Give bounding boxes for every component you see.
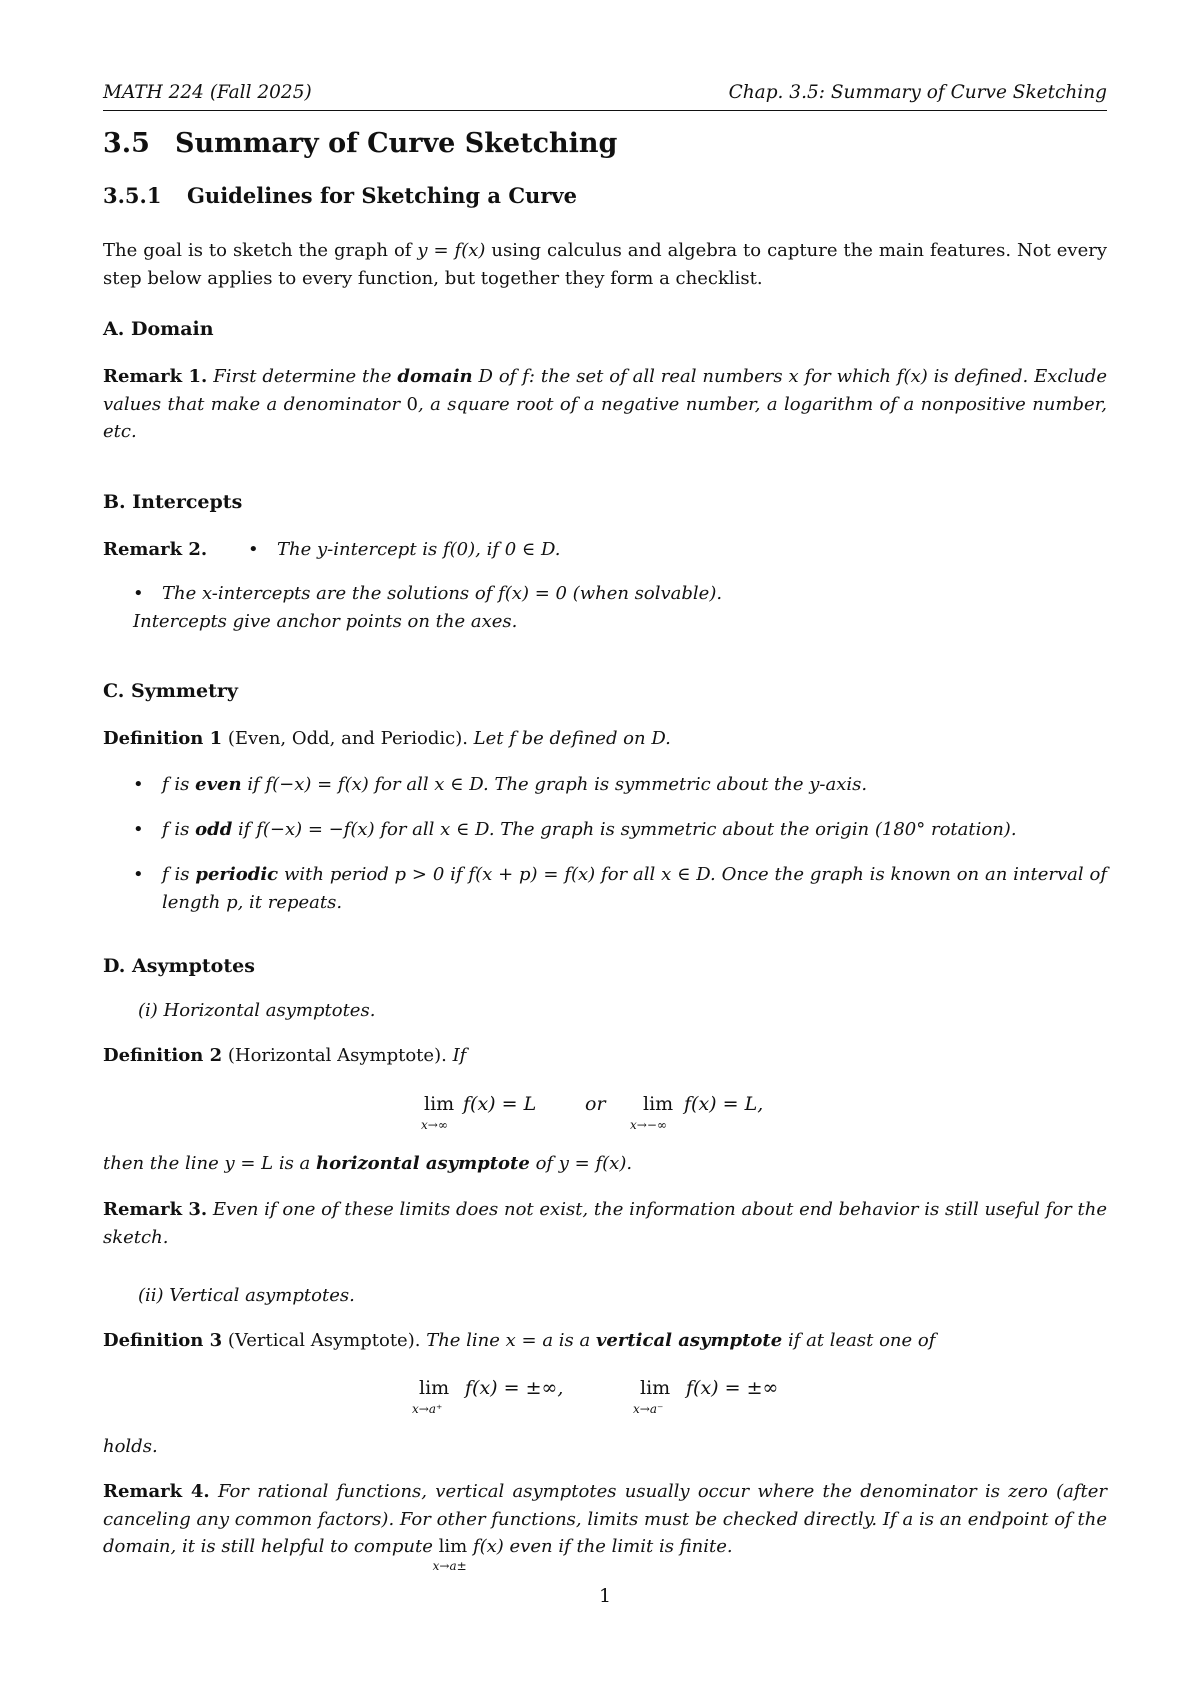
remark-2-bullet-2: The x-intercepts are the solutions of f(x) = 0 (when solvable). xyxy=(162,583,723,604)
remark-3 xyxy=(103,1196,1107,1251)
lim-subscript: x→−∞ xyxy=(630,1118,667,1132)
vertical-asymptotes-label: (ii) Vertical asymptotes. xyxy=(138,1285,355,1306)
remark-2 xyxy=(103,536,1107,564)
remark-1-text-3: , a square root of a negative number, a logarithm of a nonpositive number, etc. xyxy=(103,393,1107,442)
heading-domain: A. Domain xyxy=(103,318,214,340)
running-header xyxy=(103,82,1107,111)
lim-expression: f(x) = L, xyxy=(684,1093,764,1115)
lim-subscript: x→a± xyxy=(432,1559,467,1573)
holds-text: holds. xyxy=(103,1436,158,1457)
header-course: MATH 224 (Fall 2025) xyxy=(103,82,312,103)
remark-2-bullet-1: The y-intercept is f(0), if 0 ∈ D. xyxy=(277,539,561,560)
list-item-periodic xyxy=(133,861,1107,916)
subsection-number: 3.5.1 xyxy=(103,183,162,208)
heading-symmetry: C. Symmetry xyxy=(103,680,238,702)
definition-2-title: (Horizontal Asymptote). xyxy=(227,1045,447,1066)
lim-expression: f(x) = ±∞, xyxy=(465,1377,564,1399)
remark-4 xyxy=(103,1478,1107,1573)
section-title-text: Summary of Curve Sketching xyxy=(175,128,618,159)
document-page xyxy=(103,0,1107,1696)
lim-expression: f(x) = ±∞ xyxy=(686,1377,779,1399)
definition-3-title: (Vertical Asymptote). xyxy=(227,1330,421,1351)
header-chapter: Chap. 3.5: Summary of Curve Sketching xyxy=(728,82,1107,103)
definition-3-label: Definition 3 xyxy=(103,1330,223,1351)
definition-1-label: Definition 1 xyxy=(103,728,223,749)
definition-1-title: (Even, Odd, and Periodic). xyxy=(227,728,468,749)
definition-2-label: Definition 2 xyxy=(103,1045,223,1066)
intro-text-1: The goal is to sketch the graph of xyxy=(103,240,412,261)
subsection-title xyxy=(103,183,1107,208)
inline-limit: lim x→a± xyxy=(439,1533,468,1561)
lim-subscript: x→a⁺ xyxy=(412,1402,443,1416)
or-word: or xyxy=(585,1093,606,1115)
lim-subscript: x→∞ xyxy=(421,1118,448,1132)
remark-2-label: Remark 2. xyxy=(103,539,208,560)
intro-paragraph xyxy=(103,237,1107,292)
heading-intercepts: B. Intercepts xyxy=(103,491,243,513)
even-text: f is even if f(−x) = f(x) for all x ∈ D. The graph is symmetric about the y-axis. xyxy=(162,774,868,795)
remark-4-text-2: f(x) even if the limit is finite. xyxy=(472,1536,733,1557)
section-number: 3.5 xyxy=(103,128,150,159)
lim-operator: lim xyxy=(424,1093,455,1115)
list-item-even xyxy=(133,771,1107,799)
remark-2-item-2 xyxy=(133,580,1107,608)
lim-expression: f(x) = L xyxy=(463,1093,537,1115)
remark-4-label: Remark 4. xyxy=(103,1481,210,1502)
bullet-dot: • xyxy=(133,774,144,795)
intercepts-note: Intercepts give anchor points on the axes. xyxy=(133,611,518,632)
lim-operator: lim xyxy=(640,1377,671,1399)
horizontal-asymptote-conclusion: then the line y = L is a horizontal asymptote of y = f(x). xyxy=(103,1153,633,1174)
bullet-dot: • xyxy=(133,583,144,604)
lim-subscript: x→a⁻ xyxy=(633,1402,664,1416)
subsection-title-text: Guidelines for Sketching a Curve xyxy=(187,183,577,208)
remark-3-text: Even if one of these limits does not exist, the information about end behavior is still useful for the sketch. xyxy=(103,1199,1107,1248)
bullet-dot: • xyxy=(248,539,259,560)
remark-1-bold: domain xyxy=(397,366,473,387)
periodic-text: f is periodic with period p > 0 if f(x + p) = f(x) for all x ∈ D. Once the graph is known on an interval of length p, it repeats. xyxy=(162,864,1107,913)
definition-1 xyxy=(103,725,1107,753)
page-number: 1 xyxy=(598,1585,612,1607)
definition-2-text: If xyxy=(452,1045,467,1066)
intro-math: y = f(x) xyxy=(417,240,486,261)
section-title xyxy=(103,128,1107,159)
intro-text-2: using calculus and algebra to capture the main features. Not every step below applies to every function, but together they form a checklist. xyxy=(103,240,1108,289)
remark-1-label: Remark 1. xyxy=(103,366,208,387)
bullet-dot: • xyxy=(133,819,144,840)
remark-1-text-2: D of f: the set of all real numbers x for which f(x) is defined. Exclude values that make a denominator xyxy=(103,366,1107,415)
bullet-dot: • xyxy=(133,864,144,885)
remark-3-label: Remark 3. xyxy=(103,1199,208,1220)
list-item-odd xyxy=(133,816,1107,844)
definition-1-text: Let f be defined on D. xyxy=(473,728,671,749)
heading-asymptotes: D. Asymptotes xyxy=(103,955,255,977)
horizontal-asymptotes-label: (i) Horizontal asymptotes. xyxy=(138,1000,376,1021)
remark-1 xyxy=(103,363,1107,446)
definition-3: Definition 3 (Vertical Asymptote). The line x = a is a vertical asymptote if at least one of xyxy=(103,1330,936,1351)
lim-operator: lim xyxy=(419,1377,450,1399)
lim-operator: lim xyxy=(643,1093,674,1115)
definition-2 xyxy=(103,1042,1107,1070)
remark-4-text-1: For rational functions, vertical asymptotes usually occur where the denominator is zero (after canceling any common factors). For other functions, limits must be checked directly. If a is an endpoint of the domain, it is still helpful to compute xyxy=(103,1481,1107,1557)
odd-text: f is odd if f(−x) = −f(x) for all x ∈ D. The graph is symmetric about the origin (180° rotation). xyxy=(162,819,1017,840)
remark-1-text-1: First determine the xyxy=(213,366,392,387)
remark-1-zero: 0 xyxy=(406,393,418,415)
